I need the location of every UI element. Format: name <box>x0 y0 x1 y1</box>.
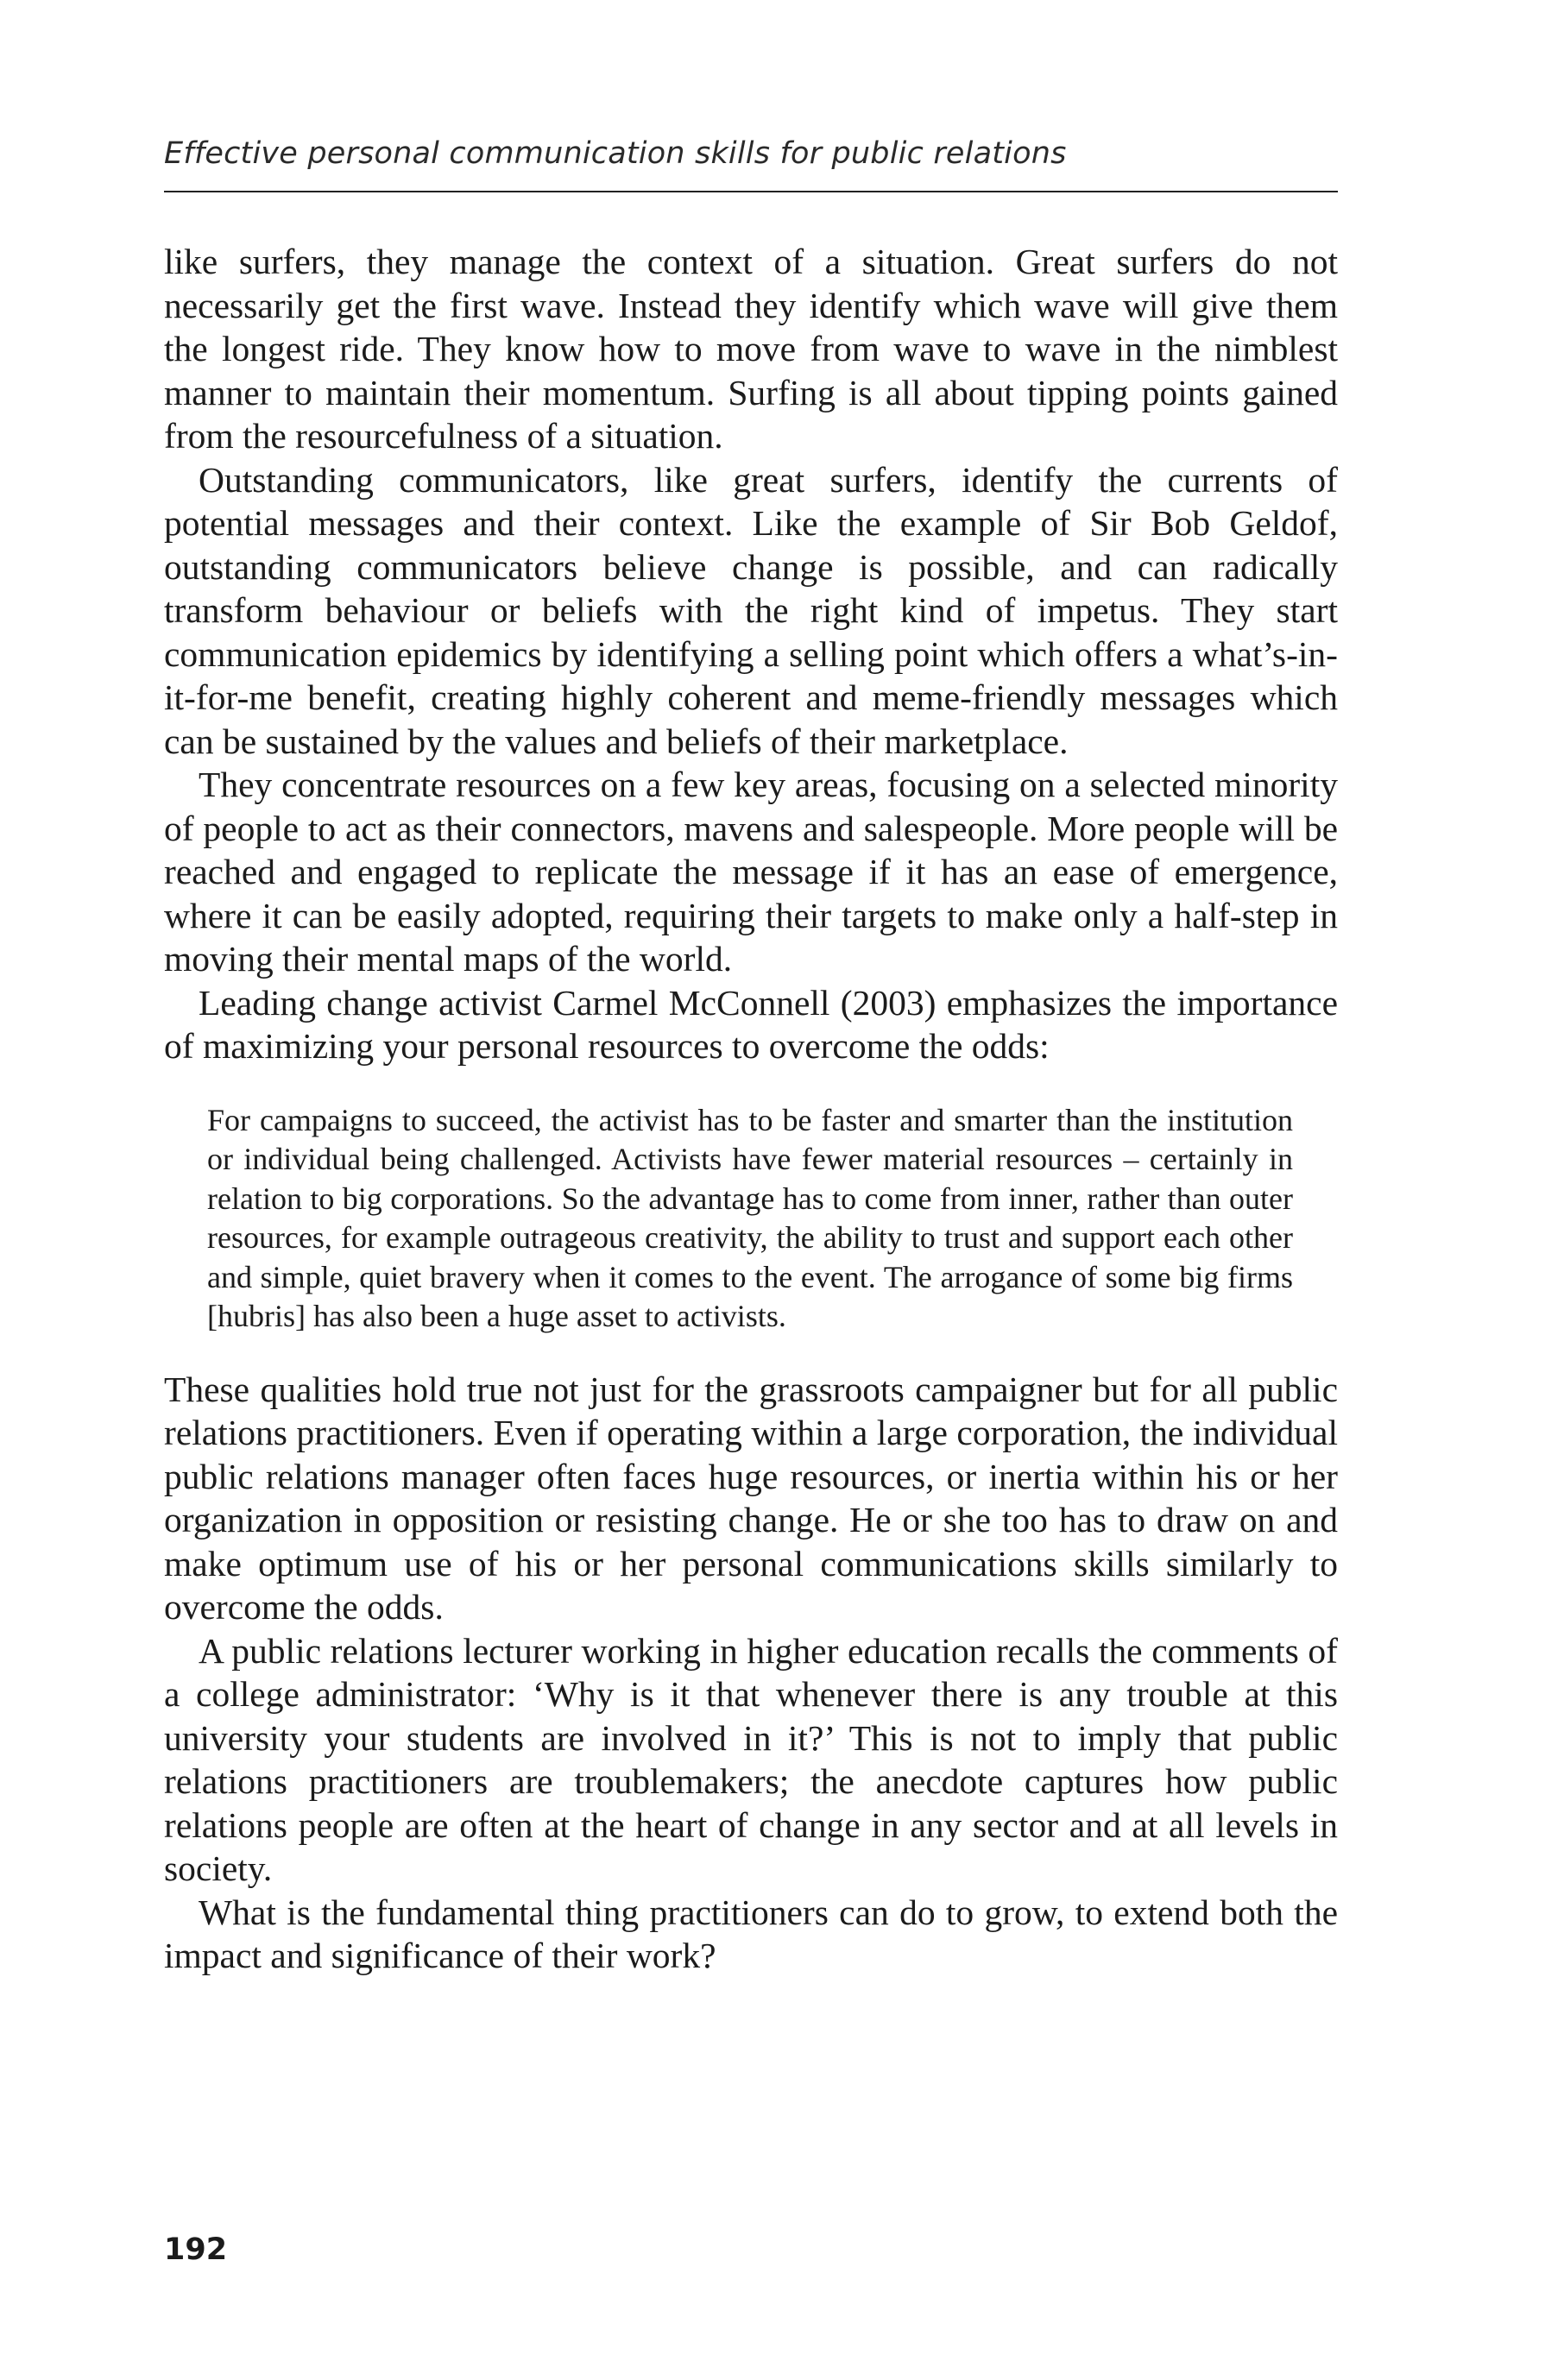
paragraph-lecturer-anecdote: A public relations lecturer working in higher education recalls the comments of a college administrator: ‘Why is it that whenever there is any trouble at this university your students are involved in it?’ This is not to imply that public relations practitioners are troublemakers; the anecdote captures how public relations people are often at the heart of change in any sector and at all levels in society. <box>164 1630 1338 1888</box>
block-quote <box>207 1101 1293 1337</box>
paragraph-concentrate-resources: They concentrate resources on a few key areas, focusing on a selected minority of people to act as their connectors, mavens and salespeople. More people will be reached and engaged to replicate the message if it has an ease of emergence, where it can be easily adopted, requiring their targets to make only a half-step in moving their mental maps of the world. <box>164 765 1338 979</box>
paragraph-fundamental-question: What is the fundamental thing practitioners can do to grow, to extend both the impact and significance of their work? <box>164 1892 1338 1975</box>
header-rule <box>164 191 1338 192</box>
running-head: Effective personal communication skills for public relations <box>164 136 1067 171</box>
paragraph-qualities: These qualities hold true not just for the grassroots campaigner but for all public relations practitioners. Even if operating within a large corporation, the individual public relations manager often faces huge resources, or inertia within his or her organization in opposition or resisting change. He or she too has to draw on and make optimum use of his or her personal communications skills similarly to overcome the odds. <box>164 1369 1338 1627</box>
paragraph-continuation: like surfers, they manage the context of a situation. Great surfers do not necessarily get the first wave. Instead they identify which wave will give them the longest ride. They know how to move from wave to wave in the nimblest manner to maintain their momentum. Surfing is all about tipping points gained from the resourcefulness of a situation. <box>164 242 1338 456</box>
paragraph-outstanding-communicators: Outstanding communicators, like great surfers, identify the currents of potential messages and their context. Like the example of Sir Bob Geldof, outstanding communicators believe change is possible, and can radically transform behaviour or beliefs with the right kind of impetus. They start communication epidemics by identifying a selling point which offers a what’s-in-it-for-me benefit, creating highly coherent and meme-friendly messages which can be sustained by the values and beliefs of their marketplace. <box>164 459 1338 761</box>
page-number: 192 <box>164 2232 228 2267</box>
paragraph-mcconnell-intro: Leading change activist Carmel McConnell (2003) emphasizes the importance of maximizing your personal resources to overcome the odds: <box>164 982 1338 1066</box>
main-text <box>164 240 1338 1978</box>
block-quote-text: For campaigns to succeed, the activist has to be faster and smarter than the institution or individual being challenged. Activists have fewer material resources – certainly in relation to big corporations. So the advantage has to come from inner, rather than outer resources, for example outrageous creativity, the ability to trust and support each other and simple, quiet bravery when it comes to the event. The arrogance of some big firms [hubris] has also been a huge asset to activists. <box>207 1102 1293 1333</box>
